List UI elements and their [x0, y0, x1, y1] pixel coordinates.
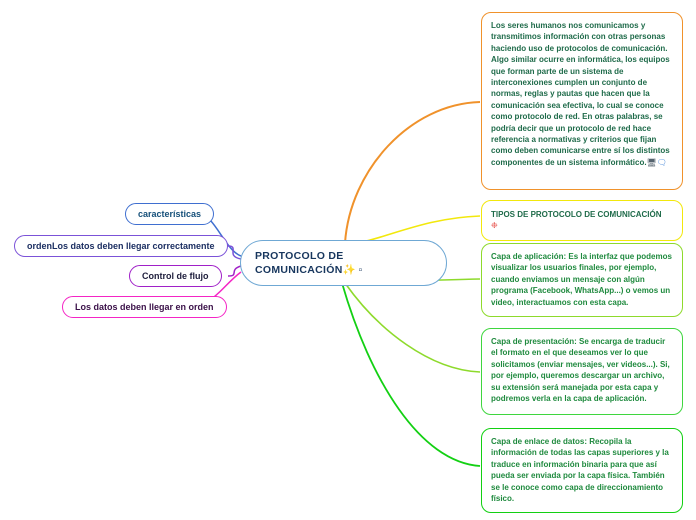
- note-text: Los seres humanos nos comunicamos y transmitimos información con otras personas haciendo uso de protocolos de comunicación. Algo similar ocurre en informática, los equipos que forman parte de un sistema de interconexiones cumplen un conjunto de normas, reglas y pautas que hacen que la comunicación sea efectiva, lo cual se conoce como protocolo de red. En otras palabras, se podría decir que un protocolo de red hace referencia a normativas y criterios que fijan como deben comunicarse entre sí los distintos componentes de un sistema informático.: [491, 21, 670, 167]
- branch-node-label: Los datos deben llegar en orden: [75, 302, 214, 312]
- note-node-definicion-protocolo[interactable]: [481, 12, 683, 190]
- branch-node-label: ordenLos datos deben llegar correctamente: [27, 241, 215, 251]
- central-node-emoji: ✨ ▫: [342, 264, 363, 276]
- edge-to-note-1: [345, 102, 480, 243]
- note-node-capa-enlace-datos[interactable]: [481, 428, 683, 513]
- speech-bubble-icon: 🗨: [656, 157, 667, 167]
- note-text: Capa de enlace de datos: Recopila la información de todas las capas superiores y la traduce en información binaria para que así pueda ser enviada por la capa física. También se le conoce como capa de direccionamiento físico.: [491, 437, 669, 504]
- note-text: TIPOS DE PROTOCOLO DE COMUNICACIÓN: [491, 210, 662, 219]
- edge-to-note-5: [342, 283, 480, 466]
- branch-node-caracteristicas[interactable]: [125, 203, 214, 225]
- branch-node-control-de-flujo[interactable]: [129, 265, 222, 287]
- note-text: Capa de aplicación: Es la interfaz que podemos visualizar los usuarios finales, por ejemplo, cuando enviamos un mensaje con algún programa (Facebook, WhatsApp...) o vemos un video, interactuamos con esta capa.: [491, 252, 672, 307]
- central-node[interactable]: [240, 240, 447, 286]
- branch-node-llegar-en-orden[interactable]: [62, 296, 227, 318]
- central-node-label: PROTOCOLO DE COMUNICACIÓN✨ ▫: [255, 250, 363, 276]
- edge-to-orden: [228, 246, 241, 259]
- marker-icon: ❉: [491, 221, 498, 231]
- branch-node-label: Control de flujo: [142, 271, 209, 281]
- edge-to-control-flujo: [228, 266, 241, 276]
- branch-node-label: características: [138, 209, 202, 219]
- monitor-icon: 🖥: [646, 157, 657, 167]
- note-node-capa-presentacion[interactable]: [481, 328, 683, 415]
- note-text: Capa de presentación: Se encarga de traducir el formato en el que deseamos ver lo que solicitamos (enviar mensajes, ver videos...). Si, por ejemplo, queremos descargar un archivo, su extensión será manejada por esta capa y podremos verla en la capa de aplicación.: [491, 337, 670, 404]
- branch-node-orden-correctamente[interactable]: [14, 235, 228, 257]
- note-node-capa-aplicacion[interactable]: [481, 243, 683, 317]
- edge-to-note-4: [345, 283, 480, 372]
- note-node-tipos-protocolo[interactable]: [481, 200, 683, 241]
